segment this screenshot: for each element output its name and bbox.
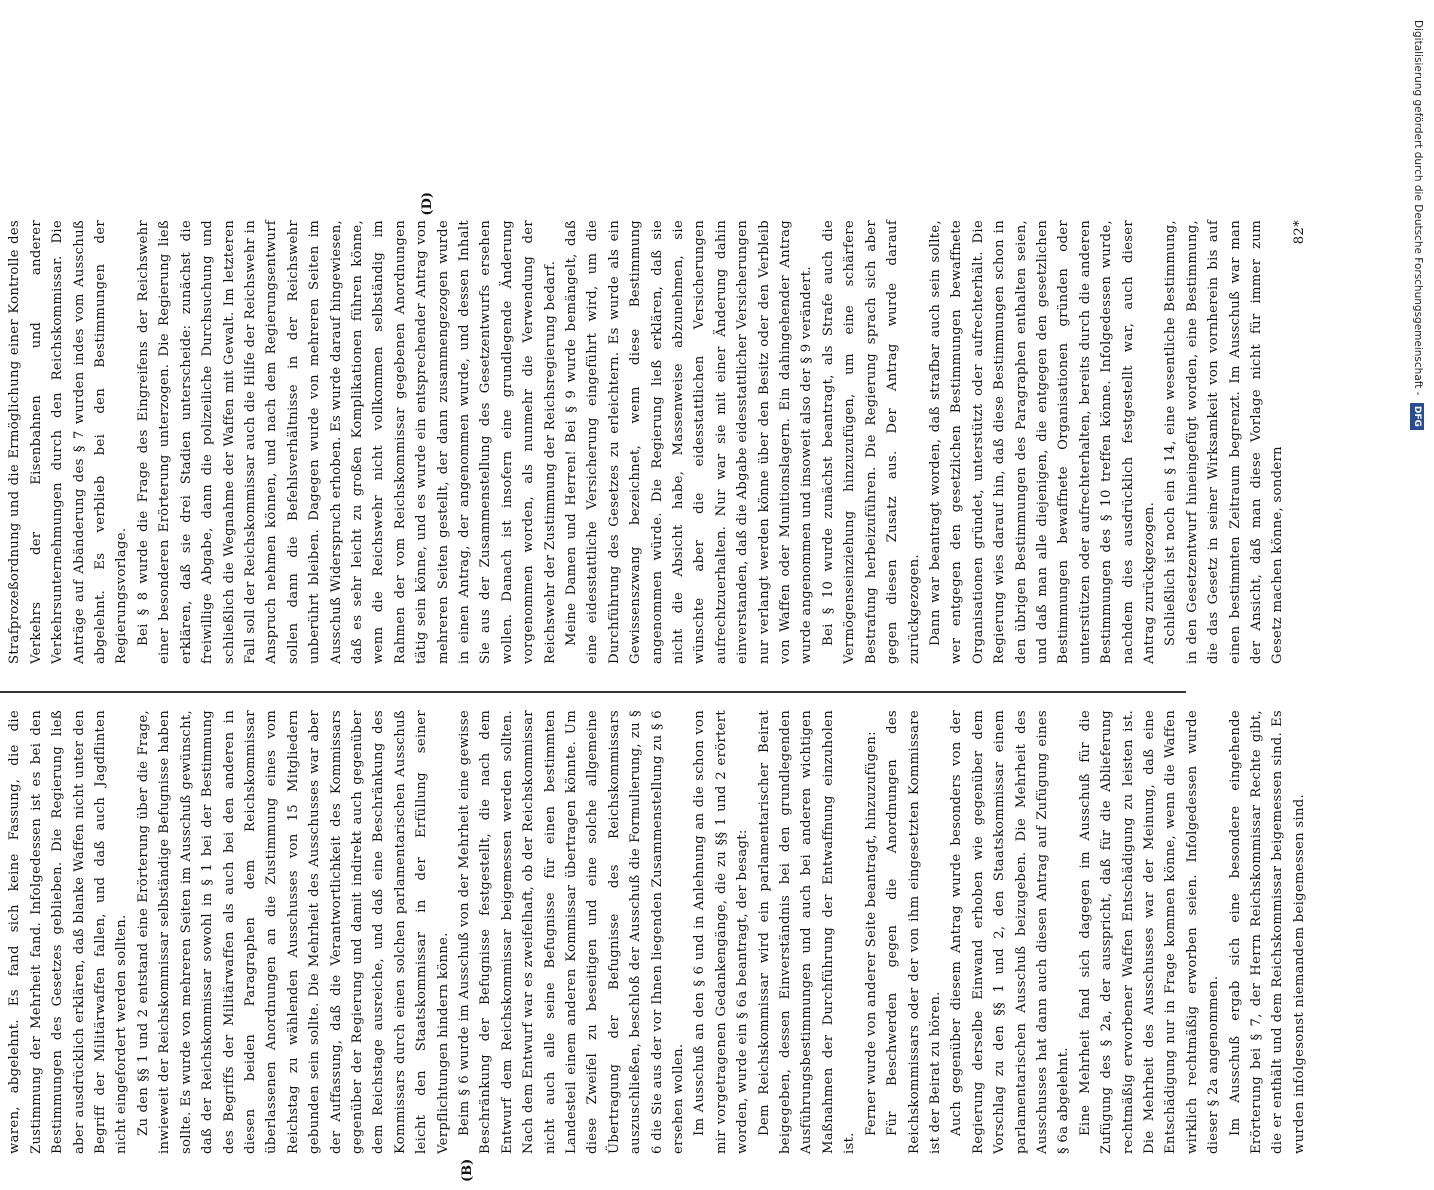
quoted-paragraph: Für Beschwerden gegen die Anordnungen des Reichskommissars oder der von ihm eingesetzten Kommissare ist der Beirat zu hören. [885, 710, 943, 1154]
dfg-logo: DFG [1410, 403, 1424, 430]
paragraph: Beim § 6 wurde im Ausschuß von der Mehrheit eine gewisse Beschränkung der Befugnisse festgestellt, die nach dem Entwurf dem Reichskommissar beigemessen werden sollten. Nach dem Entwurf war es zweifelhaft, ob der Reichskommissar nicht auch alle seine Befugnisse für einen bestimmten Landesteil einem anderen Kommissar übertragen könnte. Um diese Zweifel zu beseitigen und eine solche allgemeine Übertragung der Befugnisse des Reichskommissars auszuschließen, beschloß der Ausschuß die Formulierung, zu § 6 die Sie aus der vor Ihnen liegenden Zusammenstellung zu § 6 ersehen wollen. [456, 710, 687, 1154]
digitization-text: Digitalisierung gefördert durch die Deutsche Forschungsgemeinschaft - [1412, 20, 1424, 396]
paragraph: Ferner wurde von anderer Seite beantragt, hinzuzufügen: [863, 731, 879, 1136]
paragraph: Im Ausschuß ergab sich eine besondere eingehende Erörterung bei § 7, der Herrn Reichskommissar Rechte gibt, die er enthält und dem Reichskommissar beigemessen sind. Es wurden infolgesonst niemandem beigemessen sind. [1227, 710, 1307, 1154]
paragraph: waren, abgelehnt. Es fand sich keine Fassung, die die Zustimmung der Mehrheit fand. Infolgedessen ist es bei den Bestimmungen des Gesetzes geblieben. Die Regierung ließ aber ausdrücklich erklären, daß blanke Waffen nicht unter den Begriff der Militärwaffen fallen, und daß auch Jagdflinten nicht eingefordert werden sollten. [7, 710, 130, 1154]
signature-mark: 82* [1291, 220, 1307, 245]
margin-marker-d: (D) [420, 192, 435, 216]
quoted-paragraph: Dem Reichskommissar wird ein parlamentarischer Beirat beigegeben, dessen Einverständnis bei den grundlegenden Ausführungsbestimmungen und auch bei anderen wichtigen Maßnahmen der Durchführung der Entwaffnung einzuholen ist. [756, 710, 858, 1154]
paragraph: Zu den §§ 1 und 2 entstand eine Erörterung über die Frage, inwieweit der Reichskommissar selbständige Befugnisse haben sollte. Es wurde von mehreren Seiten im Ausschuß gewünscht, daß der Reichskommissar sowohl in § 1 bei der Bestimmung des Begriffs der Militärwaffen als auch bei den anderen in diesen beiden Paragraphen dem Reichskommissar überlassenen Anordnungen an die Zustimmung eines vom Reichstag zu wählenden Ausschusses von 15 Mitgliedern gebunden sein sollte. Die Mehrheit des Ausschusses war aber der Auffassung, daß die Verantwortlichkeit des Kommissars gegenüber der Regierung und damit indirekt auch gegenüber dem Reichstage ausreiche, und daß eine Beschränkung des Kommissars durch einen solchen parlamentarischen Ausschuß leicht den Staatskommissar in der Erfüllung seiner Verpflichtungen hindern könne. [135, 710, 451, 1154]
margin-marker-b: (B) [460, 1158, 475, 1182]
document-page [0, 190, 1307, 1190]
paragraph: Im Ausschuß an den § 6 und in Anlehnung an die schon von mir vorgetragenen Gedankengänge, die zu §§ 1 und 2 erörtert worden, wurde ein § 6a beantragt, der besagt: [692, 710, 751, 1154]
digitization-note [1404, 0, 1428, 1000]
paragraph: Auch gegenüber diesem Antrag wurde besonders von der Regierung derselbe Einwand erhoben wie gegenüber dem Vorschlag zu den §§ 1 und 2, den Staatskommissar einem parlamentarischen Ausschuß beizugeben. Die Mehrheit des Ausschusses hat dann auch diesen Antrag auf Zufügung eines § 6a abgelehnt. [949, 710, 1072, 1154]
paragraph: Schließlich ist noch ein § 14, eine wesentliche Bestimmung, in den Gesetzentwurf hineingefügt worden, eine Bestimmung, die das Gesetz in seiner Wirksamkeit von vornherein bis auf einen bestimmten Zeitraum begrenzt. Im Ausschuß war man der Ansicht, daß man diese Vorlage nicht für immer zum Gesetz machen könne, sondern [1163, 220, 1286, 664]
paragraph: Bei § 10 wurde zunächst beantragt, als Strafe auch die Vermögenseinziehung hinzuzufügen, um eine schärfere Bestrafung herbeizuführen. Die Regierung sprach sich aber gegen diesen Zusatz aus. Der Antrag wurde darauf zurückgezogen. [820, 220, 922, 664]
paragraph: Dann war beantragt worden, daß strafbar auch sein sollte, wer entgegen den gesetzlichen Bestimmungen bewaffnete Organisationen gründet, unterstützt oder aufrechterhält. Die Regierung wies darauf hin, daß diese Bestimmungen schon in den übrigen Bestimmungen des Paragraphen enthalten seien, und daß man alle diejenigen, die entgegen den gesetzlichen Bestimmungen bewaffnete Organisationen gründen oder unterstützen oder aufrechterhalten, bereits durch die anderen Bestimmungen des § 10 treffen könne. Infolgedessen wurde, nachdem dies ausdrücklich festgestellt war, auch dieser Antrag zurückgezogen. [927, 220, 1157, 664]
paragraph: Meine Damen und Herren! Bei § 9 wurde bemängelt, daß eine eidesstattliche Versicherung eingeführt wird, um die Durchführung des Gesetzes zu erleichtern. Es wurde als ein Gewissenszwang bezeichnet, wenn diese Bestimmung angenommen würde. Die Regierung ließ erklären, daß sie nicht die Absicht habe, Massenweise abzunehmen, sie wünschte aber die eidesstattlichen Versicherungen aufrechtzuerhalten. Nur war sie mit einer Änderung dahin einverstanden, daß die Abgabe eidesstattlicher Versicherungen nur verlangt werden könne über den Besitz oder den Verbleib von Waffen oder Munitionslagern. Ein dahingehender Antrag wurde angenommen und insoweit also der § 9 verändert. [564, 220, 815, 664]
paragraph: Eine Mehrheit fand sich dagegen im Ausschuß für die Zufügung des § 2a, der ausspricht, daß für die Ablieferung rechtmäßig erworbener Waffen Entschädigung zu leisten ist. Die Mehrheit des Ausschusses war der Meinung, daß eine Entschädigung nur in Frage kommen könne, wenn die Waffen wirklich rechtmäßig erworben seien. Infolgedessen wurde dieser § 2a angenommen. [1077, 710, 1222, 1154]
left-column [0, 710, 1307, 1154]
right-column [0, 220, 1307, 664]
column-divider [0, 692, 1186, 694]
paragraph: Strafprozeßordnung und die Ermöglichung einer Kontrolle des Verkehrs der Eisenbahnen und anderer Verkehrsunternehmungen durch den Reichskommissar. Die Anträge auf Abänderung des § 7 wurden indes vom Ausschuß abgelehnt. Es verblieb bei den Bestimmungen der Regierungsvorlage. [7, 220, 130, 664]
paragraph: Bei § 8 wurde die Frage des Eingreifens der Reichswehr einer besonderen Erörterung unterzogen. Die Regierung ließ erklären, daß sie drei Stadien unterscheide: zunächst die freiwillige Abgabe, dann die polizeiliche Durchsuchung und schließlich die Wegnahme der Waffen mit Gewalt. Im letzteren Fall soll der Reichskommissar auch die Hilfe der Reichswehr in Anspruch nehmen können, und nach dem Regierungsentwurf sollen dann die Befehlsverhältnisse in der Reichswehr unberührt bleiben. Dagegen wurde von mehreren Seiten im Ausschuß Widerspruch erhoben. Es wurde darauf hingewiesen, daß es sehr leicht zu großen Komplikationen führen könne, wenn die Reichswehr nicht vollkommen selbständig im Rahmen der vom Reichskommissar gegebenen Anordnungen tätig sein könne, und es wurde ein entsprechender Antrag von mehreren Seiten gestellt, der dann zusammengezogen wurde in einen Antrag, der angenommen wurde, und dessen Inhalt Sie aus der Zusammenstellung des Gesetzentwurfs ersehen wollen. Danach ist insofern eine grundlegende Änderung vorgenommen worden, als nunmehr die Verwendung der Reichswehr der Zustimmung der Reichsregierung bedarf. [135, 220, 558, 664]
